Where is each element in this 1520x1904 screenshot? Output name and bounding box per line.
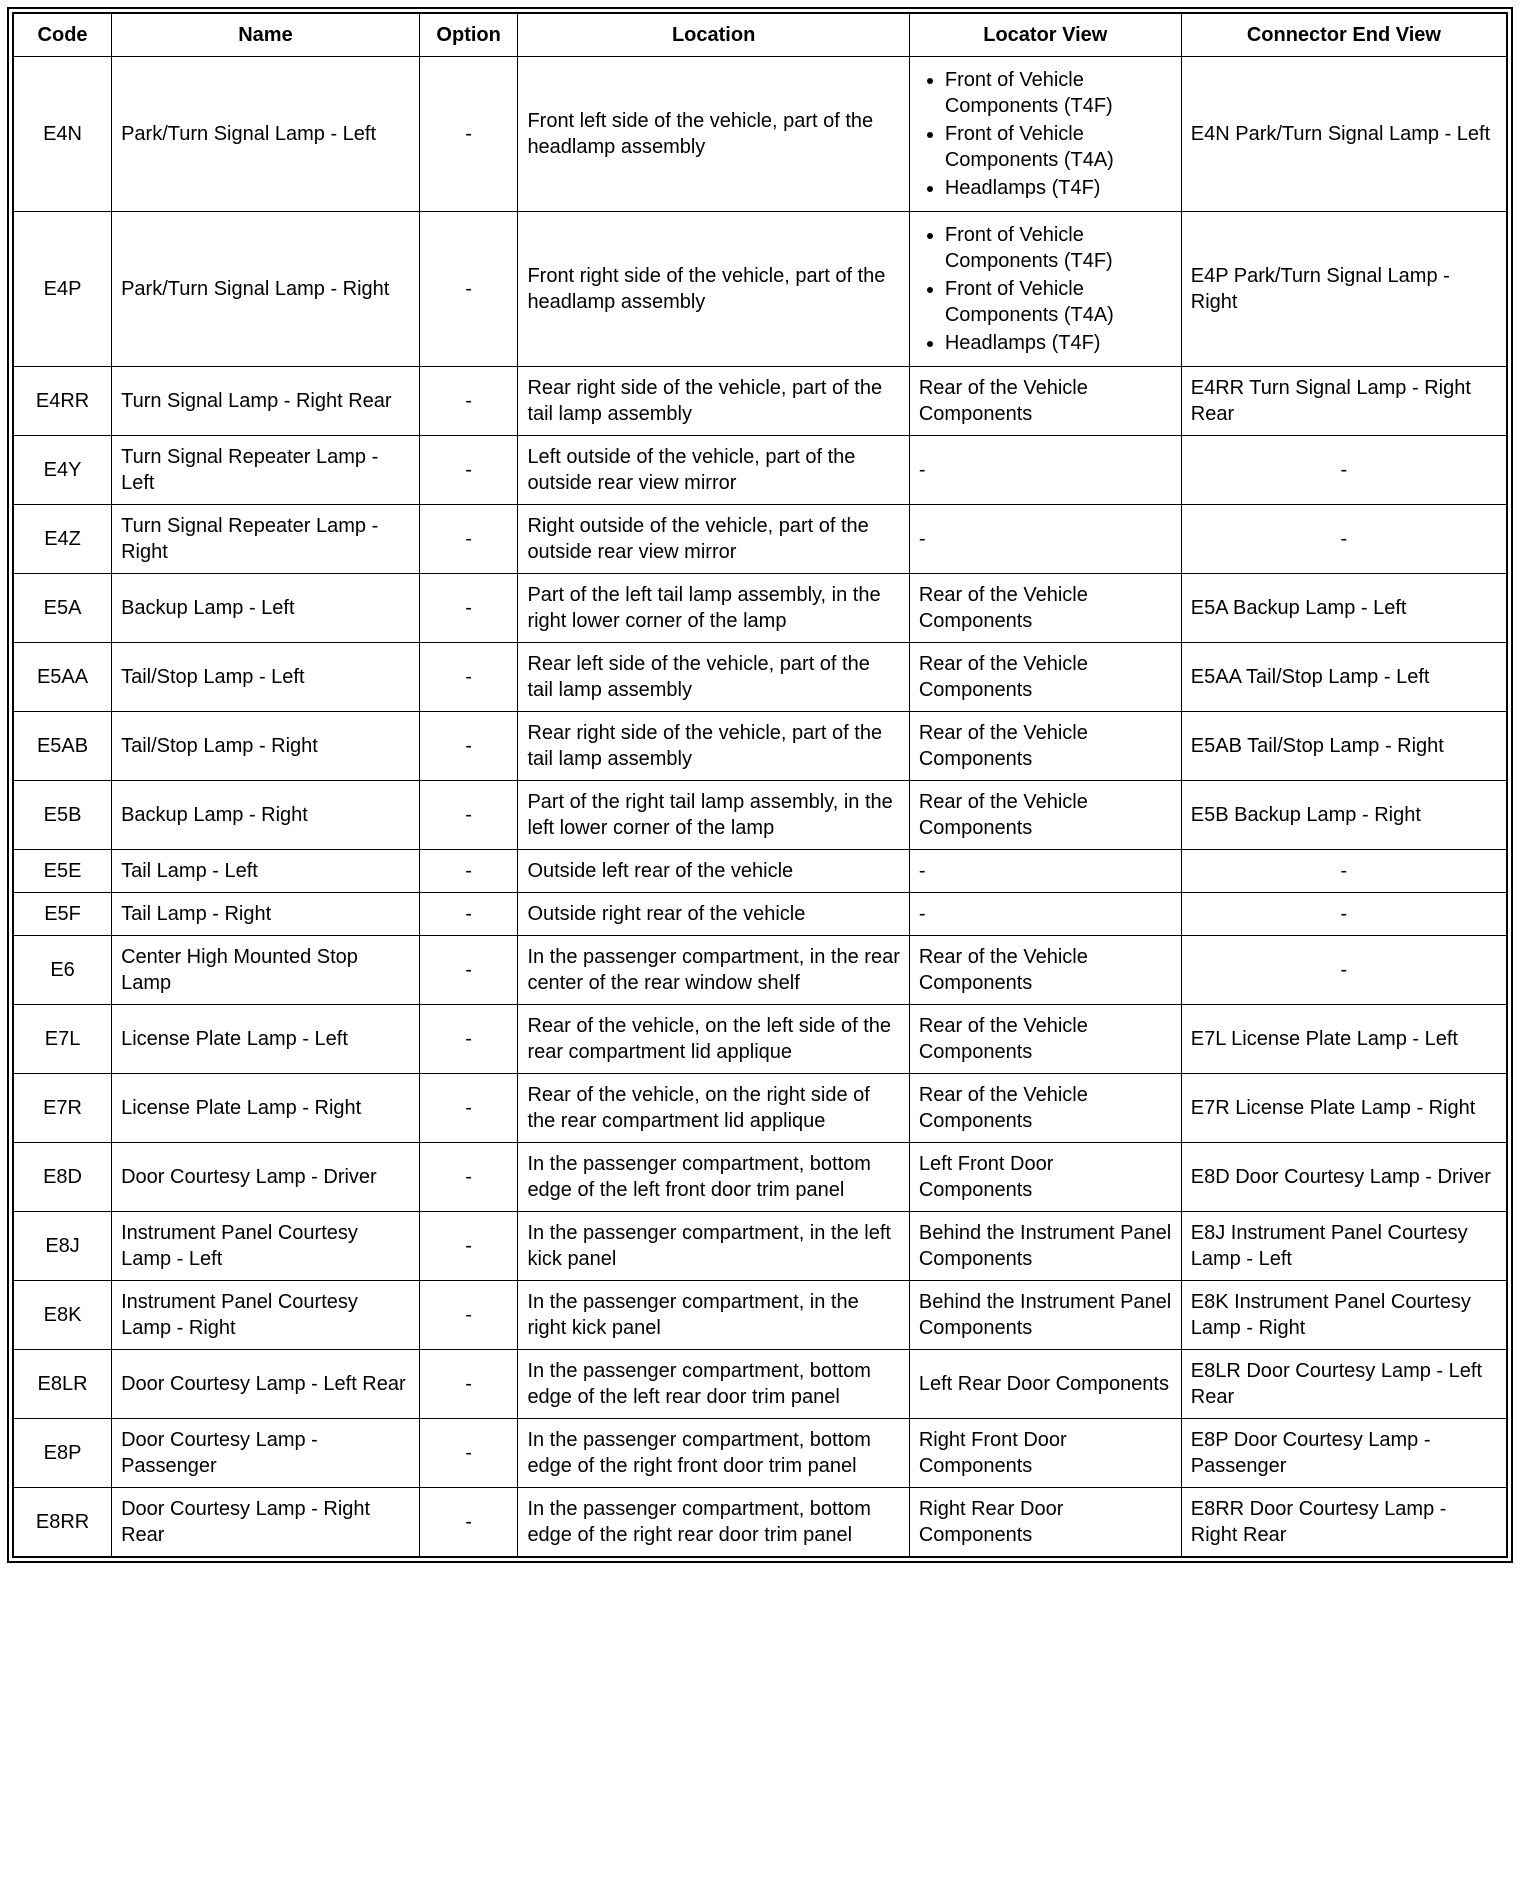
cell-name: Backup Lamp - Right bbox=[112, 781, 420, 850]
cell-connector-end-view: - bbox=[1181, 936, 1507, 1005]
cell-name: Backup Lamp - Left bbox=[112, 574, 420, 643]
cell-location: In the passenger compartment, bottom edge of the left rear door trim panel bbox=[518, 1350, 909, 1419]
table-row bbox=[13, 436, 1507, 505]
cell-location: Rear right side of the vehicle, part of the tail lamp assembly bbox=[518, 712, 909, 781]
cell-option: - bbox=[419, 893, 518, 936]
column-header-code: Code bbox=[13, 13, 112, 57]
cell-name: Tail/Stop Lamp - Left bbox=[112, 643, 420, 712]
cell-name: Center High Mounted Stop Lamp bbox=[112, 936, 420, 1005]
cell-locator-view: - bbox=[909, 505, 1181, 574]
cell-location: Rear of the vehicle, on the right side of the rear compartment lid applique bbox=[518, 1074, 909, 1143]
cell-name: Turn Signal Repeater Lamp - Right bbox=[112, 505, 420, 574]
cell-location: Left outside of the vehicle, part of the outside rear view mirror bbox=[518, 436, 909, 505]
cell-code: E8D bbox=[13, 1143, 112, 1212]
locator-bullet-item: • Front of Vehicle Components (T4F) bbox=[945, 67, 1172, 119]
cell-connector-end-view: E4N Park/Turn Signal Lamp - Left bbox=[1181, 57, 1507, 212]
table-row bbox=[13, 1350, 1507, 1419]
cell-location: In the passenger compartment, in the rear center of the rear window shelf bbox=[518, 936, 909, 1005]
cell-name: Tail Lamp - Right bbox=[112, 893, 420, 936]
locator-bullet-item: • Headlamps (T4F) bbox=[945, 175, 1172, 201]
cell-option: - bbox=[419, 574, 518, 643]
cell-name: Instrument Panel Courtesy Lamp - Left bbox=[112, 1212, 420, 1281]
column-header-option: Option bbox=[419, 13, 518, 57]
cell-name: Door Courtesy Lamp - Right Rear bbox=[112, 1488, 420, 1558]
cell-locator-view bbox=[909, 57, 1181, 212]
cell-locator-view: - bbox=[909, 850, 1181, 893]
cell-name: Door Courtesy Lamp - Driver bbox=[112, 1143, 420, 1212]
table-row bbox=[13, 367, 1507, 436]
cell-locator-view: Right Front Door Components bbox=[909, 1419, 1181, 1488]
cell-location: In the passenger compartment, bottom edge of the right rear door trim panel bbox=[518, 1488, 909, 1558]
cell-option: - bbox=[419, 936, 518, 1005]
cell-code: E7R bbox=[13, 1074, 112, 1143]
column-header-name: Name bbox=[112, 13, 420, 57]
cell-name: License Plate Lamp - Left bbox=[112, 1005, 420, 1074]
cell-locator-view: Behind the Instrument Panel Components bbox=[909, 1212, 1181, 1281]
cell-location: In the passenger compartment, bottom edge of the left front door trim panel bbox=[518, 1143, 909, 1212]
table-row bbox=[13, 1488, 1507, 1558]
cell-code: E4Y bbox=[13, 436, 112, 505]
cell-connector-end-view: E5AA Tail/Stop Lamp - Left bbox=[1181, 643, 1507, 712]
cell-connector-end-view: - bbox=[1181, 893, 1507, 936]
locator-bullet-item: • Front of Vehicle Components (T4A) bbox=[945, 276, 1172, 328]
cell-code: E4N bbox=[13, 57, 112, 212]
cell-option: - bbox=[419, 712, 518, 781]
table-body bbox=[13, 57, 1507, 1558]
cell-option: - bbox=[419, 643, 518, 712]
table-row bbox=[13, 1281, 1507, 1350]
table-row bbox=[13, 893, 1507, 936]
table-row bbox=[13, 936, 1507, 1005]
cell-option: - bbox=[419, 57, 518, 212]
locator-bullet-item: • Front of Vehicle Components (T4A) bbox=[945, 121, 1172, 173]
cell-location: Part of the left tail lamp assembly, in the right lower corner of the lamp bbox=[518, 574, 909, 643]
cell-connector-end-view: E5AB Tail/Stop Lamp - Right bbox=[1181, 712, 1507, 781]
cell-option: - bbox=[419, 1281, 518, 1350]
cell-locator-view: Rear of the Vehicle Components bbox=[909, 1074, 1181, 1143]
cell-locator-view: Right Rear Door Components bbox=[909, 1488, 1181, 1558]
cell-connector-end-view: - bbox=[1181, 436, 1507, 505]
cell-option: - bbox=[419, 436, 518, 505]
cell-locator-view: Rear of the Vehicle Components bbox=[909, 712, 1181, 781]
cell-name: Tail/Stop Lamp - Right bbox=[112, 712, 420, 781]
cell-option: - bbox=[419, 1143, 518, 1212]
cell-location: Front right side of the vehicle, part of the headlamp assembly bbox=[518, 212, 909, 367]
table-row bbox=[13, 574, 1507, 643]
cell-connector-end-view: E8K Instrument Panel Courtesy Lamp - Right bbox=[1181, 1281, 1507, 1350]
column-header-locator-view: Locator View bbox=[909, 13, 1181, 57]
cell-locator-view: Rear of the Vehicle Components bbox=[909, 574, 1181, 643]
cell-option: - bbox=[419, 850, 518, 893]
table-row bbox=[13, 850, 1507, 893]
locator-bullet-item: • Headlamps (T4F) bbox=[945, 330, 1172, 356]
locator-bullet-item: • Front of Vehicle Components (T4F) bbox=[945, 222, 1172, 274]
cell-code: E4RR bbox=[13, 367, 112, 436]
cell-location: Right outside of the vehicle, part of the outside rear view mirror bbox=[518, 505, 909, 574]
cell-connector-end-view: - bbox=[1181, 505, 1507, 574]
cell-option: - bbox=[419, 1005, 518, 1074]
cell-name: Instrument Panel Courtesy Lamp - Right bbox=[112, 1281, 420, 1350]
cell-option: - bbox=[419, 505, 518, 574]
cell-locator-view: Rear of the Vehicle Components bbox=[909, 367, 1181, 436]
table-row bbox=[13, 505, 1507, 574]
cell-code: E5AB bbox=[13, 712, 112, 781]
table-row bbox=[13, 1212, 1507, 1281]
cell-code: E5E bbox=[13, 850, 112, 893]
cell-code: E8RR bbox=[13, 1488, 112, 1558]
cell-code: E8LR bbox=[13, 1350, 112, 1419]
table-row bbox=[13, 712, 1507, 781]
cell-code: E4Z bbox=[13, 505, 112, 574]
cell-name: Door Courtesy Lamp - Passenger bbox=[112, 1419, 420, 1488]
column-header-location: Location bbox=[518, 13, 909, 57]
cell-code: E5B bbox=[13, 781, 112, 850]
cell-locator-view: Rear of the Vehicle Components bbox=[909, 643, 1181, 712]
cell-option: - bbox=[419, 781, 518, 850]
cell-code: E8P bbox=[13, 1419, 112, 1488]
cell-connector-end-view: E8J Instrument Panel Courtesy Lamp - Left bbox=[1181, 1212, 1507, 1281]
cell-name: Park/Turn Signal Lamp - Left bbox=[112, 57, 420, 212]
cell-code: E8K bbox=[13, 1281, 112, 1350]
cell-code: E6 bbox=[13, 936, 112, 1005]
cell-locator-view: Left Front Door Components bbox=[909, 1143, 1181, 1212]
cell-location: In the passenger compartment, in the left kick panel bbox=[518, 1212, 909, 1281]
cell-location: In the passenger compartment, in the right kick panel bbox=[518, 1281, 909, 1350]
cell-name: Turn Signal Repeater Lamp - Left bbox=[112, 436, 420, 505]
cell-name: Park/Turn Signal Lamp - Right bbox=[112, 212, 420, 367]
table-row bbox=[13, 1419, 1507, 1488]
cell-option: - bbox=[419, 367, 518, 436]
cell-connector-end-view: E8LR Door Courtesy Lamp - Left Rear bbox=[1181, 1350, 1507, 1419]
cell-locator-view bbox=[909, 212, 1181, 367]
cell-locator-view: Rear of the Vehicle Components bbox=[909, 936, 1181, 1005]
cell-connector-end-view: - bbox=[1181, 850, 1507, 893]
cell-name: Turn Signal Lamp - Right Rear bbox=[112, 367, 420, 436]
cell-name: License Plate Lamp - Right bbox=[112, 1074, 420, 1143]
cell-locator-view: - bbox=[909, 436, 1181, 505]
cell-option: - bbox=[419, 1212, 518, 1281]
cell-location: Rear of the vehicle, on the left side of the rear compartment lid applique bbox=[518, 1005, 909, 1074]
cell-locator-view: Behind the Instrument Panel Components bbox=[909, 1281, 1181, 1350]
cell-locator-view: Rear of the Vehicle Components bbox=[909, 1005, 1181, 1074]
header-row bbox=[13, 13, 1507, 57]
cell-option: - bbox=[419, 1074, 518, 1143]
cell-connector-end-view: E7L License Plate Lamp - Left bbox=[1181, 1005, 1507, 1074]
locator-bullet-list bbox=[919, 67, 1172, 201]
cell-option: - bbox=[419, 1419, 518, 1488]
table-row bbox=[13, 212, 1507, 367]
component-location-table bbox=[12, 12, 1508, 1558]
cell-code: E4P bbox=[13, 212, 112, 367]
cell-name: Tail Lamp - Left bbox=[112, 850, 420, 893]
table-frame bbox=[7, 7, 1513, 1563]
cell-location: Front left side of the vehicle, part of the headlamp assembly bbox=[518, 57, 909, 212]
cell-locator-view: - bbox=[909, 893, 1181, 936]
cell-code: E5AA bbox=[13, 643, 112, 712]
cell-code: E7L bbox=[13, 1005, 112, 1074]
cell-locator-view: Left Rear Door Components bbox=[909, 1350, 1181, 1419]
cell-connector-end-view: E5B Backup Lamp - Right bbox=[1181, 781, 1507, 850]
cell-location: In the passenger compartment, bottom edge of the right front door trim panel bbox=[518, 1419, 909, 1488]
cell-connector-end-view: E5A Backup Lamp - Left bbox=[1181, 574, 1507, 643]
cell-location: Outside left rear of the vehicle bbox=[518, 850, 909, 893]
cell-location: Outside right rear of the vehicle bbox=[518, 893, 909, 936]
cell-code: E5F bbox=[13, 893, 112, 936]
cell-location: Part of the right tail lamp assembly, in the left lower corner of the lamp bbox=[518, 781, 909, 850]
table-row bbox=[13, 781, 1507, 850]
column-header-connector-end-view: Connector End View bbox=[1181, 13, 1507, 57]
cell-option: - bbox=[419, 212, 518, 367]
cell-code: E8J bbox=[13, 1212, 112, 1281]
cell-connector-end-view: E8P Door Courtesy Lamp - Passenger bbox=[1181, 1419, 1507, 1488]
cell-code: E5A bbox=[13, 574, 112, 643]
cell-connector-end-view: E4P Park/Turn Signal Lamp - Right bbox=[1181, 212, 1507, 367]
cell-connector-end-view: E8D Door Courtesy Lamp - Driver bbox=[1181, 1143, 1507, 1212]
table-row bbox=[13, 1143, 1507, 1212]
cell-option: - bbox=[419, 1350, 518, 1419]
cell-name: Door Courtesy Lamp - Left Rear bbox=[112, 1350, 420, 1419]
cell-location: Rear left side of the vehicle, part of the tail lamp assembly bbox=[518, 643, 909, 712]
cell-option: - bbox=[419, 1488, 518, 1558]
table-row bbox=[13, 1005, 1507, 1074]
cell-locator-view: Rear of the Vehicle Components bbox=[909, 781, 1181, 850]
table-row bbox=[13, 643, 1507, 712]
table-row bbox=[13, 1074, 1507, 1143]
cell-connector-end-view: E7R License Plate Lamp - Right bbox=[1181, 1074, 1507, 1143]
cell-connector-end-view: E4RR Turn Signal Lamp - Right Rear bbox=[1181, 367, 1507, 436]
cell-connector-end-view: E8RR Door Courtesy Lamp - Right Rear bbox=[1181, 1488, 1507, 1558]
locator-bullet-list bbox=[919, 222, 1172, 356]
cell-location: Rear right side of the vehicle, part of the tail lamp assembly bbox=[518, 367, 909, 436]
table-row bbox=[13, 57, 1507, 212]
